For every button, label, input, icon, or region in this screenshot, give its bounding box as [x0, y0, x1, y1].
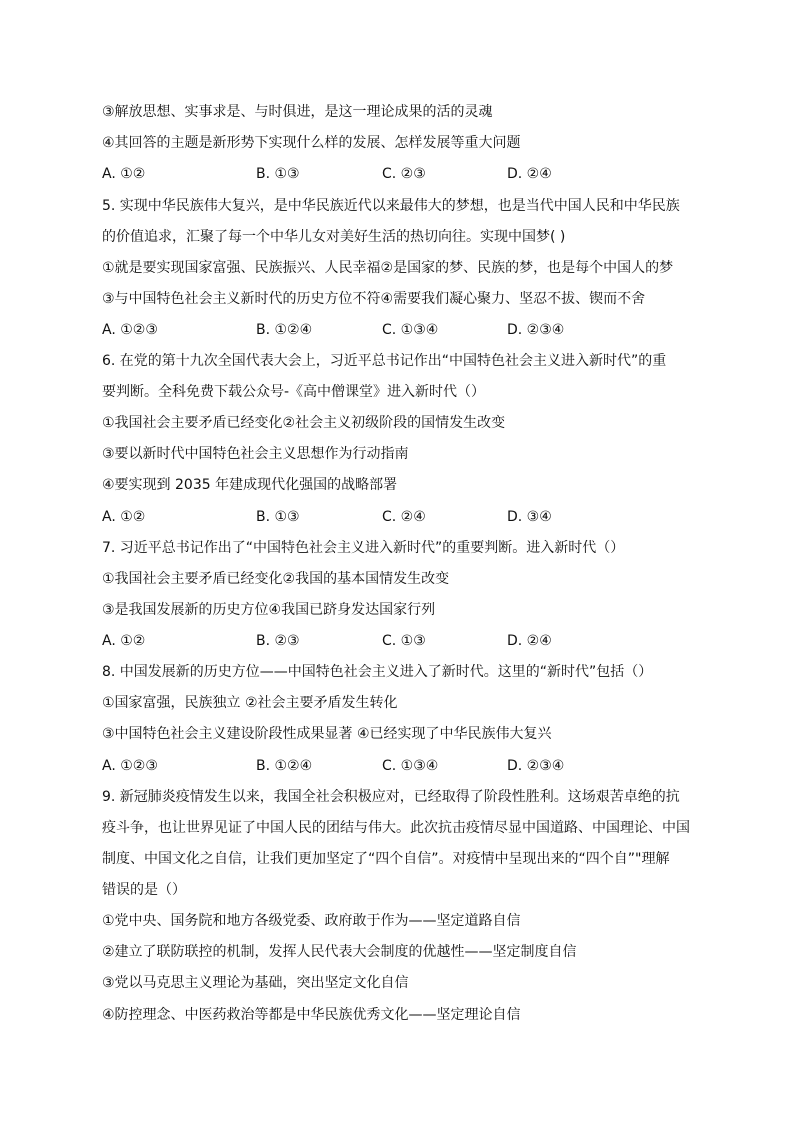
- text-line: 制度、中国文化之自信，让我们更加坚定了“四个自信”。对疫情中呈现出来的“四个自”"理解: [102, 851, 670, 867]
- option-c: C. ②④: [382, 509, 426, 525]
- option-b: B. ①②④: [256, 758, 313, 774]
- option-c: C. ①③④: [382, 322, 439, 338]
- question-8: 8. 中国发展新的历史方位——中国特色社会主义进入了新时代。这里的“新时代”包括（）: [102, 664, 653, 680]
- option-d: D. ③④: [507, 509, 552, 525]
- question-6: 6. 在党的第十九次全国代表大会上，习近平总书记作出“中国特色社会主义进入新时代”的重: [102, 353, 667, 369]
- option-b: B. ①③: [256, 166, 300, 182]
- text-line: ①就是要实现国家富强、民族振兴、人民幸福②是国家的梦、民族的梦，也是每个中国人的梦: [102, 260, 674, 276]
- text-line: 要判断。全科免费下载公众号-《高中僧课堂》进入新时代（）: [102, 384, 486, 400]
- option-a: A. ①②: [102, 509, 146, 525]
- text-line: ③解放思想、实事求是、与时俱进，是这一理论成果的活的灵魂: [102, 104, 493, 120]
- text-line: ③是我国发展新的历史方位④我国已跻身发达国家行列: [102, 602, 436, 618]
- text-line: ③与中国特色社会主义新时代的历史方位不符④需要我们凝心聚力、坚忍不拔、锲而不舍: [102, 291, 646, 307]
- option-d: D. ②③④: [507, 758, 565, 774]
- text-line: 疫斗争，也让世界见证了中国人民的团结与伟大。此次抗击疫情尽显中国道路、中国理论、中国: [102, 820, 690, 836]
- text-line: ③中国特色社会主义建设阶段性成果显著 ④已经实现了中华民族伟大复兴: [102, 726, 552, 742]
- text-line: ④防控理念、中医药救治等都是中华民族优秀文化——坚定理论自信: [102, 1007, 521, 1023]
- text-line: 错误的是（）: [102, 882, 186, 898]
- answer-options: [102, 507, 702, 527]
- option-c: C. ①③④: [382, 758, 439, 774]
- option-d: D. ②④: [507, 166, 552, 182]
- option-b: B. ①③: [256, 509, 300, 525]
- option-a: A. ①②③: [102, 322, 158, 338]
- option-d: D. ②③④: [507, 322, 565, 338]
- answer-options: [102, 164, 702, 184]
- answer-options: [102, 756, 702, 776]
- text-line: ①国家富强，民族独立 ②社会主要矛盾发生转化: [102, 695, 398, 711]
- answer-options: [102, 631, 702, 651]
- option-d: D. ②④: [507, 633, 552, 649]
- option-a: A. ①②: [102, 166, 146, 182]
- option-b: B. ②③: [256, 633, 300, 649]
- option-c: C. ②③: [382, 166, 426, 182]
- text-line: 的价值追求，汇聚了每一个中华儿女对美好生活的热切向往。实现中国梦( ): [102, 229, 566, 245]
- text-line: ②建立了联防联控的机制，发挥人民代表大会制度的优越性——坚定制度自信: [102, 944, 577, 960]
- question-7: 7. 习近平总书记作出了“中国特色社会主义进入新时代”的重要判断。进入新时代（）: [102, 540, 625, 556]
- answer-options: [102, 320, 702, 340]
- text-line: ①党中央、国务院和地方各级党委、政府敢于作为——坚定道路自信: [102, 913, 521, 929]
- text-line: ③要以新时代中国特色社会主义思想作为行动指南: [102, 446, 409, 462]
- question-5: 5. 实现中华民族伟大复兴，是中华民族近代以来最伟大的梦想，也是当代中国人民和中华民族: [102, 198, 680, 214]
- text-line: ④要实现到 2035 年建成现代化强国的战略部署: [102, 477, 398, 493]
- option-a: A. ①②③: [102, 758, 158, 774]
- text-line: ①我国社会主要矛盾已经变化②社会主义初级阶段的国情发生改变: [102, 415, 506, 431]
- option-b: B. ①②④: [256, 322, 313, 338]
- option-c: C. ①③: [382, 633, 426, 649]
- text-line: ③党以马克思主义理论为基础，突出坚定文化自信: [102, 975, 409, 991]
- question-9: 9. 新冠肺炎疫情发生以来，我国全社会积极应对，已经取得了阶段性胜利。这场艰苦卓绝的抗: [102, 789, 680, 805]
- text-line: ①我国社会主要矛盾已经变化②我国的基本国情发生改变: [102, 571, 450, 587]
- text-line: ④其回答的主题是新形势下实现什么样的发展、怎样发展等重大问题: [102, 135, 521, 151]
- option-a: A. ①②: [102, 633, 146, 649]
